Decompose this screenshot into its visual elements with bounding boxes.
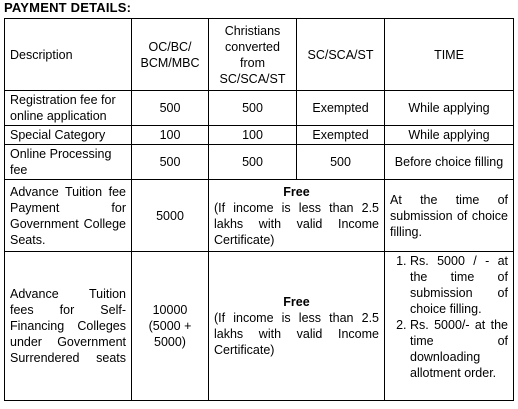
header-oc-bc: OC/BC/ BCM/MBC [132,19,209,91]
time-list-item: 1. Rs. 5000 / - at the time of submission of choice filling. [410,253,508,317]
row-christians-value: 500 [209,145,297,180]
row-description: Advance Tuition fee Payment for Government College Seats. [5,180,132,252]
row-description: Advance Tuition fees for Self-Financing Colleges under Government Surrendered seats [5,252,132,401]
row-time-list-cell [385,252,514,401]
row-oc-value: 100 [132,126,209,145]
header-time: TIME [385,19,514,91]
header-sc-sca-st: SC/SCA/ST [297,19,385,91]
row-free-cell [209,252,385,401]
row-oc-value: 5000 [132,180,209,252]
row-oc-value: 500 [132,91,209,126]
header-christians: Christians converted from SC/SCA/ST [209,19,297,91]
header-description: Description [5,19,132,91]
row-sc-value: Exempted [297,91,385,126]
row-christians-value: 500 [209,91,297,126]
row-time: While applying [385,126,514,145]
row-time: While applying [385,91,514,126]
row-oc-value: 10000 (5000 + 5000) [132,252,209,401]
time-list [390,253,508,381]
time-list-item: 2. Rs. 5000/- at the time of downloading allotment order. [410,317,508,381]
table-header-row [5,19,514,91]
page-title: PAYMENT DETAILS: [4,0,132,15]
free-label: Free [283,295,310,309]
table-row [5,180,514,252]
row-free-cell [209,180,385,252]
free-note: (If income is less than 2.5 lakhs with valid Income Certificate) [214,311,379,357]
row-time: Before choice filling [385,145,514,180]
table-row [5,126,514,145]
row-sc-value: 500 [297,145,385,180]
row-time: At the time of submission of choice filling. [385,180,514,252]
free-label: Free [283,184,310,199]
free-note: (If income is less than 2.5 lakhs with valid Income Certificate) [214,200,379,247]
payment-details-table [4,18,514,401]
row-description: Registration fee for online application [5,91,132,126]
row-description: Special Category [5,126,132,145]
table-row [5,145,514,180]
row-christians-value: 100 [209,126,297,145]
table-row [5,91,514,126]
row-description: Online Processing fee [5,145,132,180]
row-oc-value: 500 [132,145,209,180]
table-row [5,252,514,401]
row-sc-value: Exempted [297,126,385,145]
